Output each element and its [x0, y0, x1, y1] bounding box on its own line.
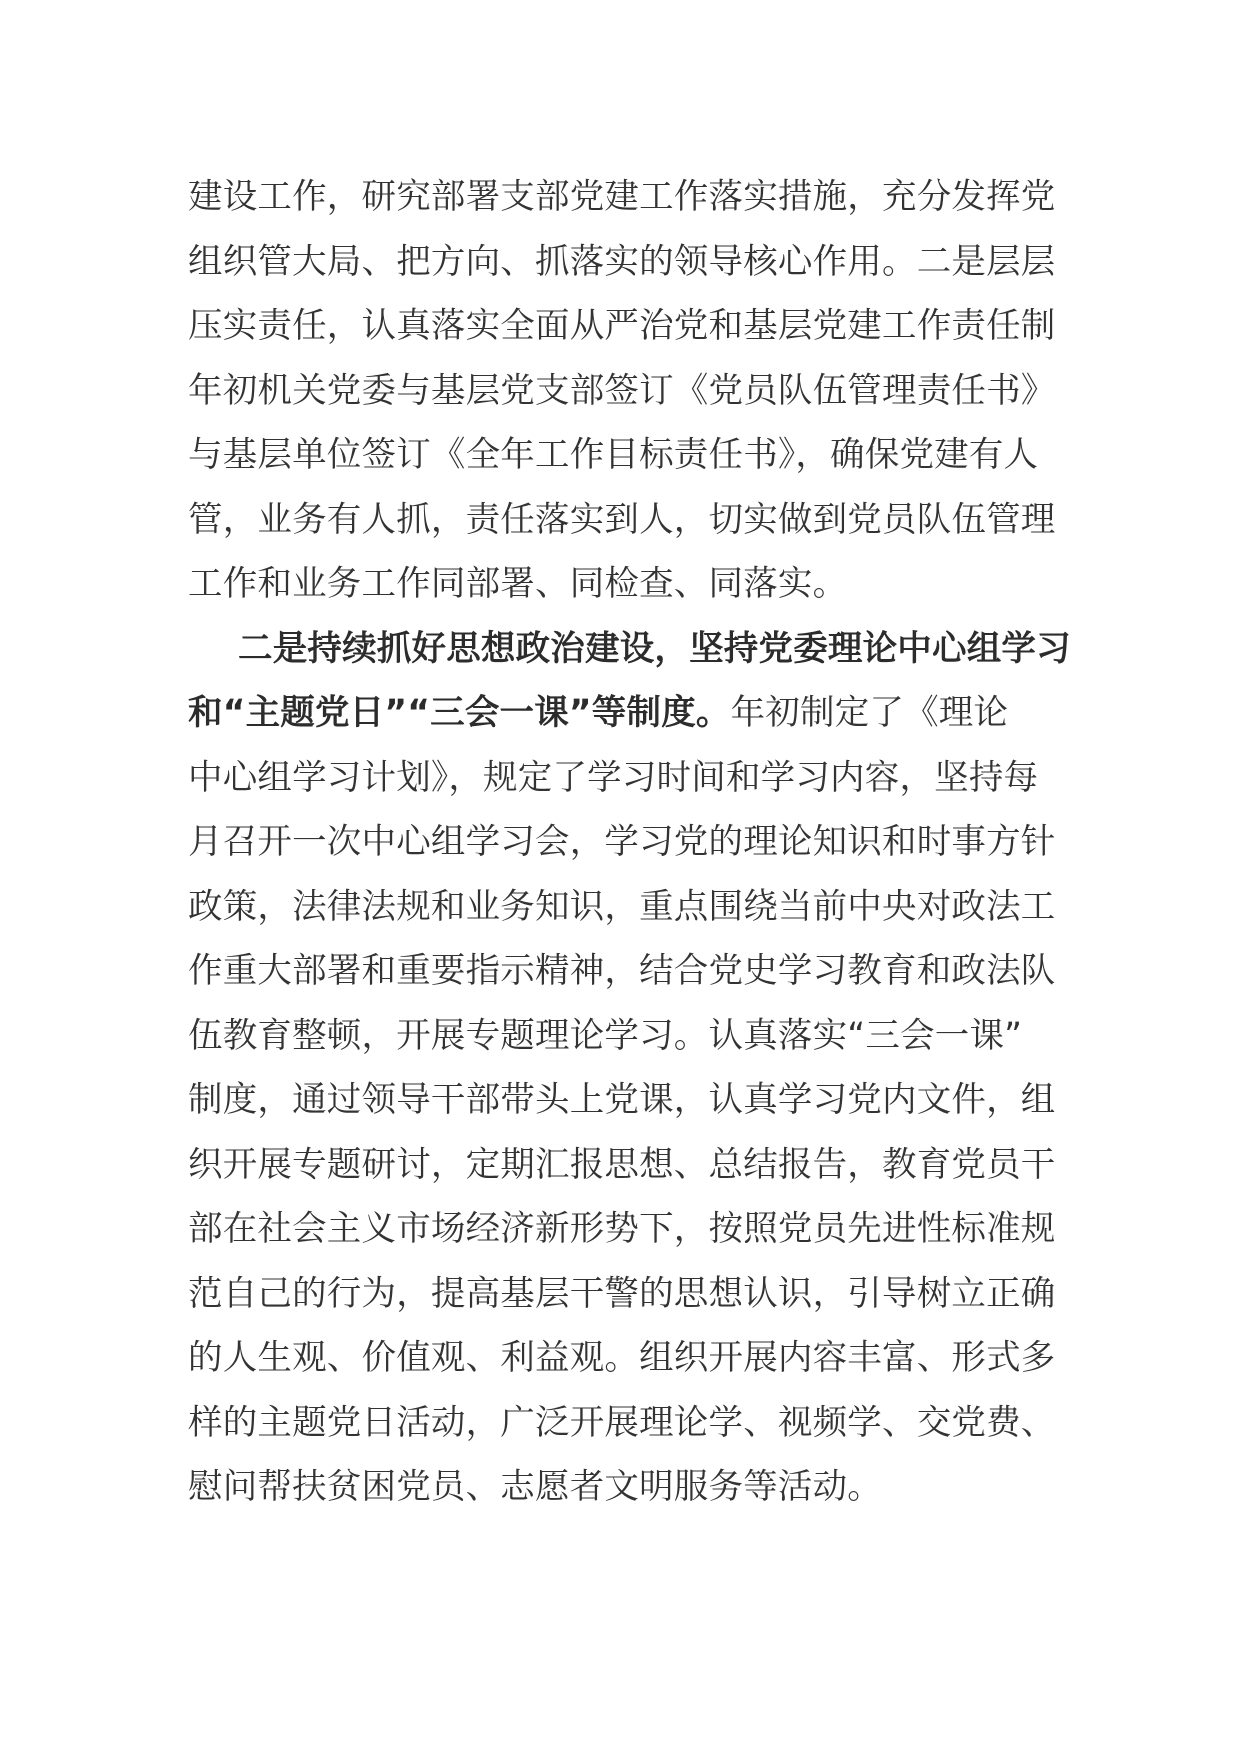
paragraph-2-line-11: 范自己的行为，提高基层干警的思想认识，引导树立正确 [188, 1273, 1056, 1314]
paragraph-2-line-6: 作重大部署和重要指示精神，结合党史学习教育和政法队 [188, 951, 1056, 991]
paragraph-2-line-12: 的人生观、价值观、利益观。组织开展内容丰富、形式多 [188, 1338, 1056, 1378]
paragraph-1-line-5: 与基层单位签订《全年工作目标责任书》，确保党建有人 [188, 435, 1039, 475]
paragraph-2-line-2-body: 年初制定了《理论 [730, 693, 1009, 733]
paragraph-2-line-5: 政策，法律法规和业务知识，重点围绕当前中央对政法工 [188, 886, 1056, 927]
paragraph-1-line-4: 年初机关党委与基层党支部签订《党员队伍管理责任书》 [188, 370, 1056, 411]
paragraph-2-line-10: 部在社会主义市场经济新形势下，按照党员先进性标准规 [188, 1209, 1056, 1249]
paragraph-2-line-7: 伍教育整顿，开展专题理论学习。认真落实“三会一课” [188, 1015, 1023, 1056]
paragraph-1-line-6: 管，业务有人抓，责任落实到人，切实做到党员队伍管理 [188, 499, 1056, 540]
paragraph-2-line-14: 慰问帮扶贫困党员、志愿者文明服务等活动。 [188, 1467, 882, 1507]
paragraph-2-line-9: 织开展专题研讨，定期汇报思想、总结报告，教育党员干 [188, 1144, 1056, 1185]
paragraph-2-line-8: 制度，通过领导干部带头上党课，认真学习党内文件，组 [188, 1080, 1056, 1120]
paragraph-2-line-13: 样的主题党日活动，广泛开展理论学、视频学、交党费、 [188, 1402, 1056, 1443]
paragraph-2-line-2 [188, 681, 1054, 746]
paragraph-2-line-4: 月召开一次中心组学习会，学习党的理论知识和时事方针 [188, 822, 1056, 862]
paragraph-1-line-7: 工作和业务工作同部署、同检查、同落实。 [188, 564, 848, 604]
paragraph-2-heading-line-2: 和“主题党日”“三会一课”等制度。 [188, 693, 731, 733]
paragraph-1-line-1: 建设工作，研究部署支部党建工作落实措施，充分发挥党 [188, 177, 1056, 217]
document-body [188, 165, 1071, 1520]
paragraph-2-heading-line-1: 二是持续抓好思想政治建设，坚持党委理论中心组学习 [238, 628, 1071, 669]
paragraph-1-line-3: 压实责任，认真落实全面从严治党和基层党建工作责任制 [188, 306, 1056, 346]
paragraph-1-line-2: 组织管大局、把方向、抓落实的领导核心作用。二是层层 [188, 241, 1056, 282]
paragraph-2-line-3: 中心组学习计划》，规定了学习时间和学习内容，坚持每 [188, 757, 1039, 798]
